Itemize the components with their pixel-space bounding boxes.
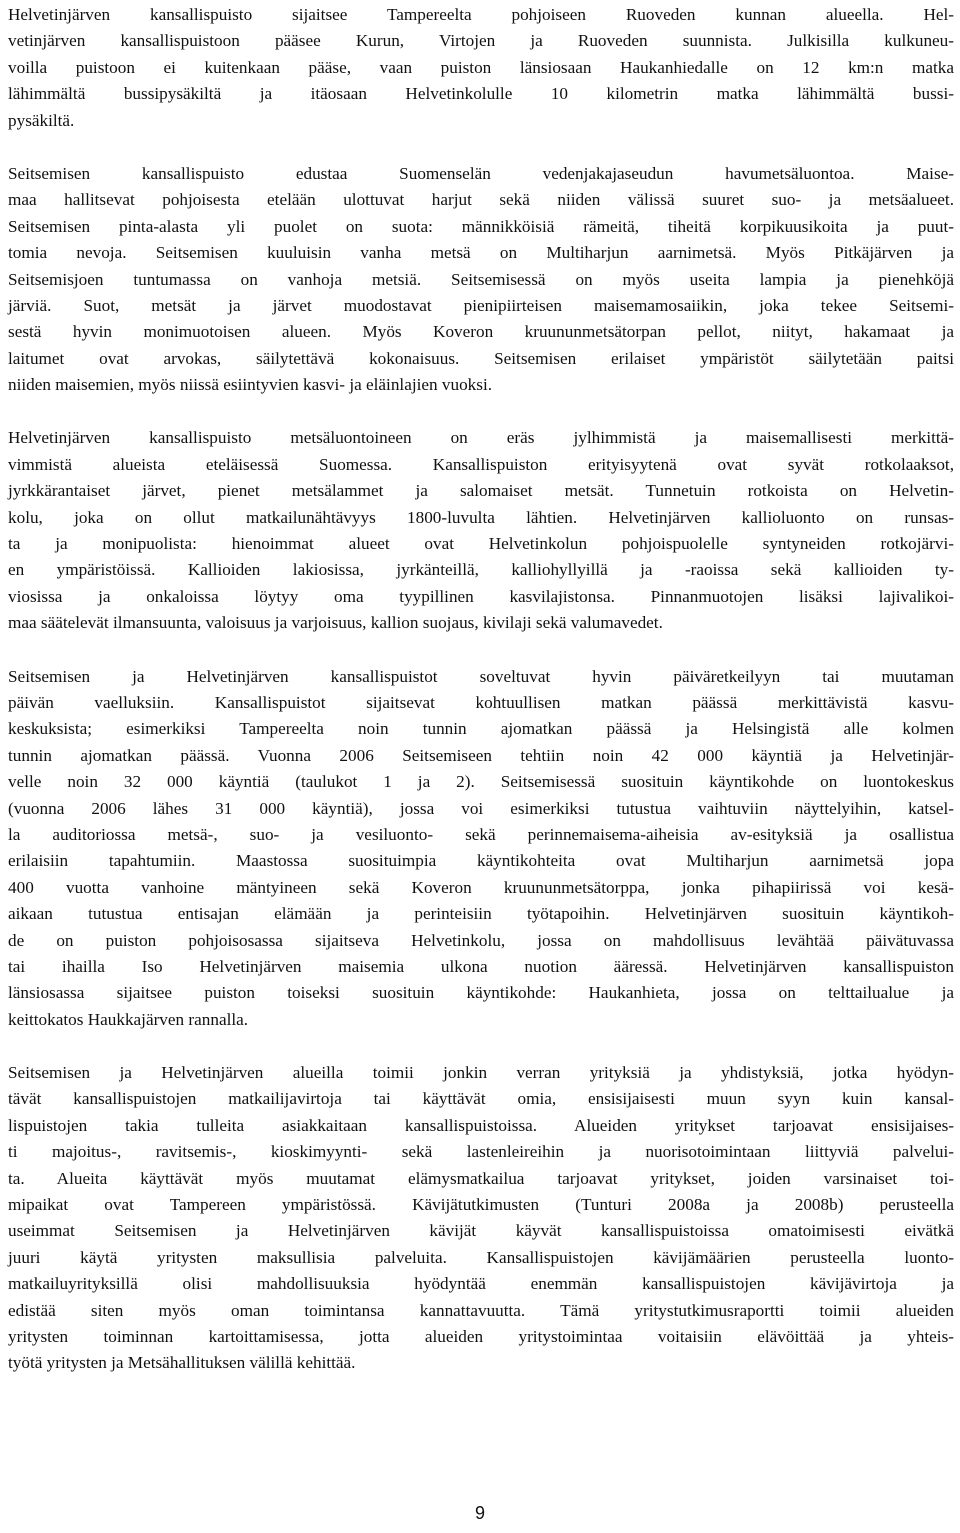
text-line: päivän vaelluksiin. Kansallispuistot sijaitsevat kohtuullisen matkan päässä merkittävistä kasvu- — [8, 692, 954, 712]
text-line: ti majoitus-, ravitsemis-, kioskimyynti- sekä lastenleireihin ja nuorisotoimintaan liittyviä palvelui- — [8, 1142, 954, 1162]
text-line: pysäkiltä. — [8, 110, 75, 130]
text-line: tävät kansallispuistojen matkailijavirtoja tai käyttävät omia, ensisijaisesti muun syyn kuin kansal- — [8, 1089, 954, 1109]
text-line: matkailuyrityksillä olisi mahdollisuuksia hyödyntää enemmän kansallispuistojen kävijävirtoja ja — [8, 1274, 954, 1294]
text-line: maa hallitsevat pohjoisesta etelään ulottuvat harjut sekä niiden välissä suuret suo- ja metsäalueet. — [8, 190, 954, 210]
text-line: keittokatos Haukkajärven rannalla. — [8, 1009, 249, 1029]
text-line: Helvetinjärven kansallispuisto sijaitsee Tampereelta pohjoiseen Ruoveden kunnan alueella. Hel- — [8, 5, 954, 24]
text-line: kolu, joka on ollut matkailunähtävyys 1800-luvulta lähtien. Helvetinjärven kallioluonto on runsas- — [8, 507, 954, 527]
text-line: Seitsemisjoen tuntumassa on vanhoja metsiä. Seitsemisessä on myös useita lampia ja pienehköjä — [8, 269, 954, 289]
text-line: de on puiston pohjoisosassa sijaitseva Helvetinkolu, jossa on mahdollisuus levähtää päivätuvassa — [8, 930, 954, 950]
text-line: Seitsemisen kansallispuisto edustaa Suomenselän vedenjakajaseudun havumetsäluontoa. Maise- — [8, 163, 954, 183]
document-body — [8, 2, 954, 1404]
paragraph-list — [8, 2, 954, 1377]
text-line: Seitsemisen ja Helvetinjärven alueilla toimii jonkin verran yrityksiä ja yhdistyksiä, jotka hyödyn- — [8, 1063, 954, 1083]
text-line: länsiosassa sijaitsee puiston toiseksi suosituin käyntikohde: Haukanhieta, jossa on telttailualue ja — [8, 983, 954, 1003]
text-line: lispuistojen takia tulleita asiakkaitaan kansallispuistoissa. Alueiden yritykset tarjoavat ensisijaises- — [8, 1115, 954, 1135]
text-line: ta. Alueita käyttävät myös muutamat elämysmatkailua tarjoavat yritykset, joiden varsinaiset toi- — [8, 1168, 954, 1188]
text-line: vetinjärven kansallispuistoon pääsee Kurun, Virtojen ja Ruoveden suunnista. Julkisilla kulkuneu- — [8, 31, 954, 51]
text-line: laitumet ovat arvokas, säilytettävä kokonaisuus. Seitsemisen erilaiset ympäristöt säilytetään paitsi — [8, 348, 954, 368]
text-line: maa säätelevät ilmansuunta, valoisuus ja varjoisuus, kallion suojaus, kivilaji sekä valumavedet. — [8, 613, 663, 633]
text-line: järviä. Suot, metsät ja järvet muodostavat pienipiirteisen maisemamosaiikin, joka tekee Seitsemi- — [8, 295, 954, 315]
page-number: 9 — [474, 1503, 485, 1523]
text-line: yritysten toiminnan kartoittamisessa, jotta alueiden yritystoimintaa voitaisiin elävöittää ja yhteis- — [8, 1326, 954, 1346]
text-line: ta ja monipuolista: hienoimmat alueet ovat Helvetinkolun pohjoispuolelle syntyneiden rotkojärvi- — [8, 534, 954, 554]
text-line: la auditoriossa metsä-, suo- ja vesiluonto- sekä perinnemaisema-aiheisia av-esityksiä ja osallistua — [8, 824, 954, 844]
text-line: erilaisiin tapahtumiin. Maastossa suosituimpia käyntikohteita ovat Multiharjun aarnimetsä jopa — [8, 851, 954, 871]
text-line: aikaan tutustua entisajan elämään ja perinteisiin työtapoihin. Helvetinjärven suosituin käyntikoh- — [8, 904, 954, 924]
text-line: Seitsemisen pinta-alasta yli puolet on suota: männikköisiä rämeitä, tiheitä korpikuusikoita ja puut- — [8, 216, 954, 236]
text-line: velle noin 32 000 käyntiä (taulukot 1 ja 2). Seitsemisessä suosituin käyntikohde on luontokeskus — [8, 772, 954, 792]
text-line: mipaikat ovat Tampereen ympäristössä. Kävijätutkimusten (Tunturi 2008a ja 2008b) perusteella — [8, 1195, 954, 1215]
text-line: tai ihailla Iso Helvetinjärven maisemia ulkona nuotion ääressä. Helvetinjärven kansallispuiston — [8, 956, 954, 976]
text-line: Helvetinjärven kansallispuisto metsäluontoineen on eräs jylhimmistä ja maisemallisesti merkittä- — [8, 428, 954, 448]
text-line: työtä yritysten ja Metsähallituksen välillä kehittää. — [8, 1353, 356, 1373]
paragraph — [8, 161, 954, 399]
paragraph — [8, 664, 954, 1033]
text-line: 400 vuotta vanhoine mäntyineen sekä Koveron kruununmetsätorppa, jonka pihapiirissä voi kesä- — [8, 877, 954, 897]
text-line: useimmat Seitsemisen ja Helvetinjärven kävijät käyvät kansallispuistoissa omatoimisesti eivätkä — [8, 1221, 954, 1241]
text-line: edistää siten myös oman toimintansa kannattavuutta. Tämä yritystutkimusraportti toimii alueiden — [8, 1300, 954, 1320]
text-line: en ympäristöissä. Kallioiden lakiosissa, jyrkänteillä, kalliohyllyillä ja -raoissa sekä kallioiden ty- — [8, 560, 954, 580]
text-line: lähimmältä bussipysäkiltä ja itäosaan Helvetinkolulle 10 kilometrin matka lähimmältä bussi- — [8, 84, 954, 104]
text-line: niiden maisemien, myös niissä esiintyvien kasvi- ja eläinlajien vuoksi. — [8, 375, 493, 395]
text-line: Seitsemisen ja Helvetinjärven kansallispuistot soveltuvat hyvin päiväretkeilyyn tai muutaman — [8, 666, 954, 686]
text-line: viosissa ja onkaloissa löytyy oma tyypillinen kasvilajistonsa. Pinnanmuotojen lisäksi lajivalikoi- — [8, 586, 954, 606]
text-line: tunnin ajomatkan päässä. Vuonna 2006 Seitsemiseen tehtiin noin 42 000 käyntiä ja Helvetinjär- — [8, 745, 954, 765]
text-line: juuri käytä yritysten maksullisia palveluita. Kansallispuistojen kävijämäärien perusteella luonto- — [8, 1247, 954, 1267]
text-line: keskuksista; esimerkiksi Tampereelta noin tunnin ajomatkan päässä ja Helsingistä alle kolmen — [8, 719, 954, 739]
paragraph — [8, 1060, 954, 1377]
text-line: sestä hyvin monimuotoisen alueen. Myös Koveron kruununmetsätorpan pellot, niityt, hakamaat ja — [8, 322, 954, 342]
paragraph — [8, 2, 954, 134]
text-line: (vuonna 2006 lähes 31 000 käyntiä), jossa voi esimerkiksi tutustua vaihtuviin näyttelyihin, katsel- — [8, 798, 954, 818]
text-line: vimmistä alueista eteläisessä Suomessa. Kansallispuiston erityisyytenä ovat syvät rotkolaaksot, — [8, 454, 954, 474]
text-line: tomia nevoja. Seitsemisen kuuluisin vanha metsä on Multiharjun aarnimetsä. Myös Pitkäjärven ja — [8, 243, 954, 263]
text-line: voilla puistoon ei kuitenkaan pääse, vaan puiston länsiosaan Haukanhiedalle on 12 km:n matka — [8, 57, 954, 77]
paragraph — [8, 425, 954, 636]
text-line: jyrkkärantaiset järvet, pienet metsälammet ja salomaiset metsät. Tunnetuin rotkoista on Helvetin- — [8, 481, 954, 501]
